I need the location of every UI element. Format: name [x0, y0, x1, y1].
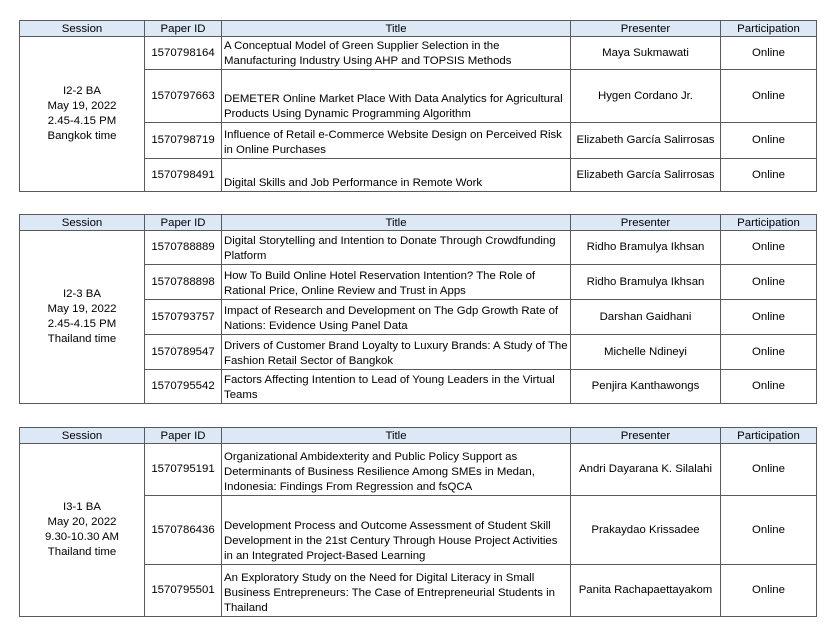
paper-title: Impact of Research and Development on The Gdp Growth Rate of Nations: Evidence Using Panel Data [222, 300, 571, 335]
participation: Online [721, 159, 817, 192]
paper-id: 1570797663 [145, 70, 222, 123]
participation: Online [721, 496, 817, 565]
paper-title: Digital Storytelling and Intention to Donate Through Crowdfunding Platform [222, 231, 571, 265]
session-code: I2-3 BA [63, 288, 101, 300]
paper-title: Influence of Retail e-Commerce Website Design on Perceived Risk in Online Purchases [222, 123, 571, 159]
presenter: Darshan Gaidhani [571, 300, 721, 335]
table-spacer [19, 192, 816, 214]
session-table [19, 427, 817, 617]
session-timezone: Thailand time [47, 546, 117, 558]
paper-title: Drivers of Customer Brand Loyalty to Luxury Brands: A Study of The Fashion Retail Sector of Bangkok [222, 335, 571, 370]
paper-id: 1570788889 [145, 231, 222, 265]
header-title: Title [222, 21, 571, 37]
participation: Online [721, 565, 817, 617]
header-row [20, 428, 817, 444]
paper-title: Organizational Ambidexterity and Public Policy Support as Determinants of Business Resilience Among SMEs in Medan, Indonesia: Findings From Regression and fsQCA [222, 444, 571, 496]
paper-id: 1570798164 [145, 37, 222, 70]
header-session: Session [20, 215, 145, 231]
session-code: I3-1 BA [63, 501, 101, 513]
header-paper-id: Paper ID [145, 21, 222, 37]
participation: Online [721, 265, 817, 300]
presenter: Michelle Ndineyi [571, 335, 721, 370]
session-cell [20, 444, 145, 617]
presenter: Elizabeth García Salirrosas [571, 159, 721, 192]
session-code: I2-2 BA [63, 85, 101, 97]
header-session: Session [20, 428, 145, 444]
presenter: Elizabeth García Salirrosas [571, 123, 721, 159]
presenter: Ridho Bramulya Ikhsan [571, 265, 721, 300]
paper-id: 1570798491 [145, 159, 222, 192]
paper-id: 1570786436 [145, 496, 222, 565]
session-table [19, 20, 817, 192]
session-date: May 19, 2022 [47, 303, 117, 315]
table-row [20, 231, 817, 265]
header-participation: Participation [721, 21, 817, 37]
presenter: Prakaydao Krissadee [571, 496, 721, 565]
paper-title: DEMETER Online Market Place With Data Analytics for Agricultural Products Using Dynamic Programming Algorithm [222, 70, 571, 123]
header-presenter: Presenter [571, 215, 721, 231]
paper-id: 1570798719 [145, 123, 222, 159]
participation: Online [721, 37, 817, 70]
session-time: 2.45-4.15 PM [47, 115, 117, 127]
presenter: Maya Sukmawati [571, 37, 721, 70]
presenter: Panita Rachapaettayakom [571, 565, 721, 617]
session-cell [20, 231, 145, 404]
participation: Online [721, 370, 817, 404]
paper-title: An Exploratory Study on the Need for Digital Literacy in Small Business Entrepreneurs: The Case of Entrepreneurial Students in Thailand [222, 565, 571, 617]
table-row [20, 37, 817, 70]
header-presenter: Presenter [571, 21, 721, 37]
header-title: Title [222, 215, 571, 231]
paper-id: 1570795191 [145, 444, 222, 496]
header-paper-id: Paper ID [145, 428, 222, 444]
header-participation: Participation [721, 428, 817, 444]
table-spacer [19, 404, 816, 427]
paper-title: Digital Skills and Job Performance in Remote Work [222, 159, 571, 192]
header-row [20, 21, 817, 37]
schedule [19, 20, 816, 617]
paper-id: 1570793757 [145, 300, 222, 335]
paper-id: 1570789547 [145, 335, 222, 370]
presenter: Penjira Kanthawongs [571, 370, 721, 404]
session-timezone: Bangkok time [47, 130, 117, 142]
session-time: 2.45-4.15 PM [47, 318, 117, 330]
session-timezone: Thailand time [47, 333, 117, 345]
participation: Online [721, 335, 817, 370]
participation: Online [721, 123, 817, 159]
presenter: Andri Dayarana K. Silalahi [571, 444, 721, 496]
paper-title: A Conceptual Model of Green Supplier Selection in the Manufacturing Industry Using AHP and TOPSIS Methods [222, 37, 571, 70]
paper-title: Development Process and Outcome Assessment of Student Skill Development in the 21st Century Through House Project Activities in an Integrated Project-Based Learning [222, 496, 571, 565]
header-title: Title [222, 428, 571, 444]
session-date: May 20, 2022 [47, 516, 117, 528]
session-table [19, 214, 817, 404]
paper-id: 1570795501 [145, 565, 222, 617]
header-paper-id: Paper ID [145, 215, 222, 231]
session-cell [20, 37, 145, 192]
participation: Online [721, 70, 817, 123]
header-presenter: Presenter [571, 428, 721, 444]
participation: Online [721, 231, 817, 265]
session-date: May 19, 2022 [47, 100, 117, 112]
presenter: Ridho Bramulya Ikhsan [571, 231, 721, 265]
header-session: Session [20, 21, 145, 37]
table-row [20, 444, 817, 496]
participation: Online [721, 444, 817, 496]
paper-title: How To Build Online Hotel Reservation Intention? The Role of Rational Price, Online Review and Trust in Apps [222, 265, 571, 300]
paper-id: 1570795542 [145, 370, 222, 404]
presenter: Hygen Cordano Jr. [571, 70, 721, 123]
header-row [20, 215, 817, 231]
participation: Online [721, 300, 817, 335]
header-participation: Participation [721, 215, 817, 231]
paper-title: Factors Affecting Intention to Lead of Young Leaders in the Virtual Teams [222, 370, 571, 404]
session-time: 9.30-10.30 AM [44, 531, 120, 543]
paper-id: 1570788898 [145, 265, 222, 300]
